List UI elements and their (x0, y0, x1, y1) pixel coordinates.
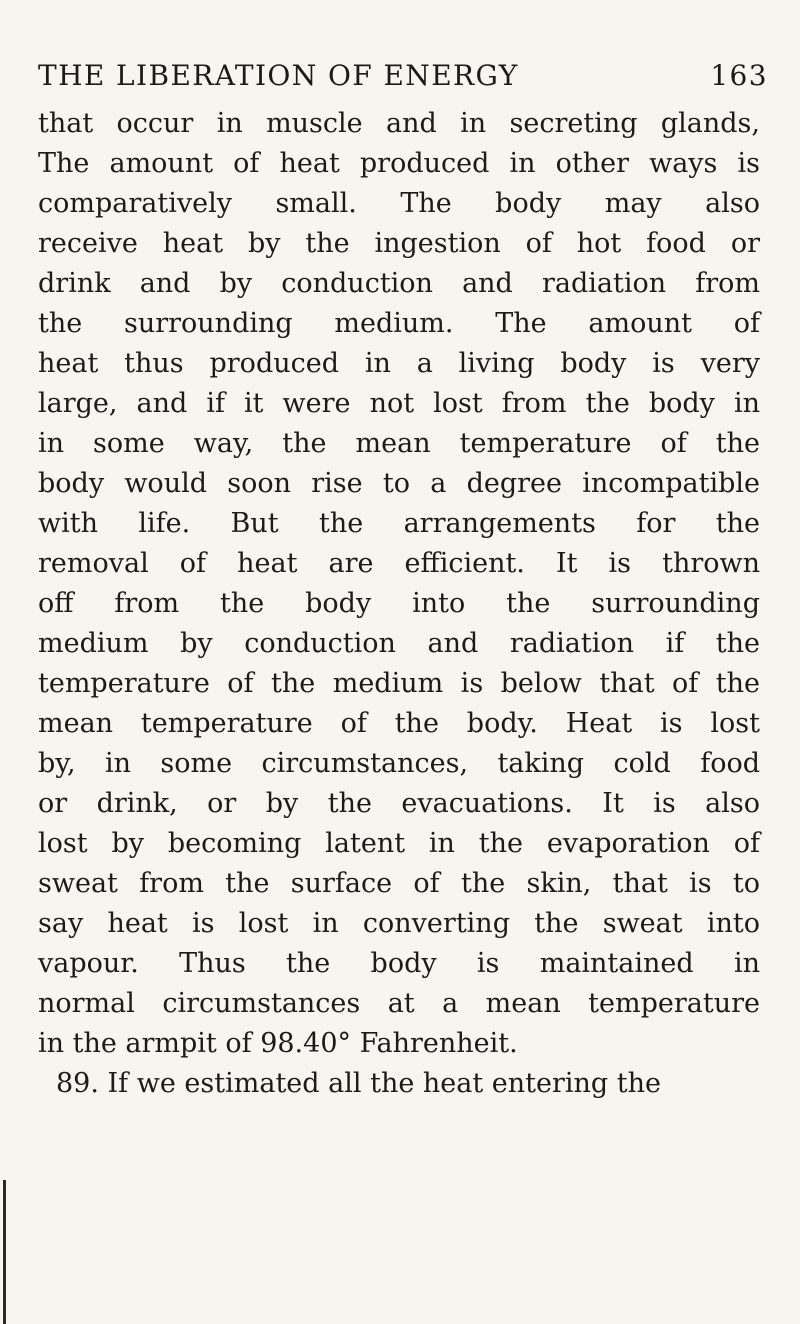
text-line: sweat from the surface of the skin, that is to (38, 868, 760, 899)
text-line: medium by conduction and radiation if the (38, 628, 760, 659)
text-line: body would soon rise to a degree incompatible (38, 468, 760, 499)
paragraph-start-line: 89. If we estimated all the heat entering the (56, 1068, 662, 1099)
scan-edge-rule (3, 1180, 6, 1324)
text-line: The amount of heat produced in other ways is (38, 148, 760, 179)
text-line: in some way, the mean temperature of the (38, 428, 760, 459)
text-line: the surrounding medium. The amount of (38, 308, 760, 339)
running-head (38, 56, 768, 96)
text-line: lost by becoming latent in the evaporation of (38, 828, 760, 859)
page-number: 163 (710, 59, 768, 92)
text-line: receive heat by the ingestion of hot food or (38, 228, 760, 259)
text-line: with life. But the arrangements for the (38, 508, 760, 539)
text-line: normal circumstances at a mean temperature (38, 988, 760, 1019)
running-head-title: THE LIBERATION OF ENERGY (38, 59, 519, 92)
text-line: drink and by conduction and radiation from (38, 268, 760, 299)
text-line: large, and if it were not lost from the body in (38, 388, 760, 419)
text-line: heat thus produced in a living body is very (38, 348, 760, 379)
text-line: say heat is lost in converting the sweat into (38, 908, 760, 939)
text-line: temperature of the medium is below that of the (38, 668, 760, 699)
text-line: off from the body into the surrounding (38, 588, 760, 619)
text-line: that occur in muscle and in secreting glands, (38, 108, 760, 139)
text-line: or drink, or by the evacuations. It is also (38, 788, 760, 819)
text-line: comparatively small. The body may also (38, 188, 760, 219)
text-line: in the armpit of 98.40° Fahrenheit. (38, 1028, 518, 1059)
text-line: vapour. Thus the body is maintained in (38, 948, 760, 979)
body-text (38, 104, 760, 1104)
text-line: by, in some circumstances, taking cold food (38, 748, 760, 779)
text-line: removal of heat are efficient. It is thrown (38, 548, 760, 579)
text-line: mean temperature of the body. Heat is lost (38, 708, 760, 739)
